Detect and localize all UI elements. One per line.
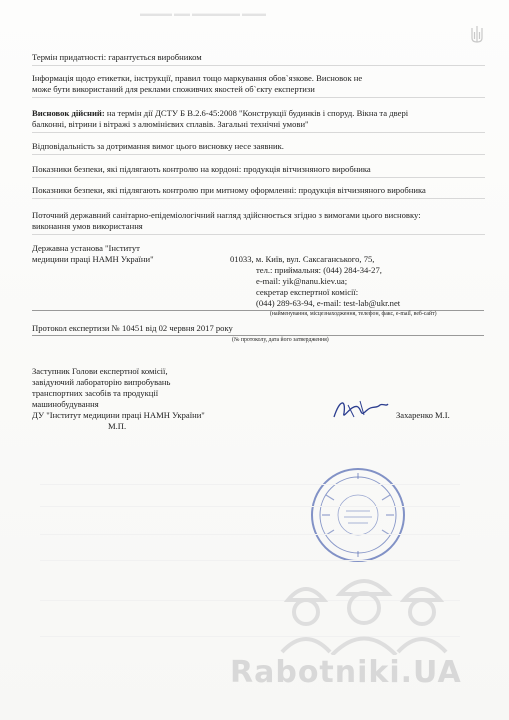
labeling-row	[32, 73, 485, 98]
institution-name-line2: медицини праці НАМН України"	[32, 254, 154, 264]
protocol-text: Протокол експертизи № 10451 від 02 червня 2017 року	[32, 323, 233, 333]
labeling-text-line2: може бути використаний для реклами споживчих якостей об`єкту експертизи	[32, 84, 315, 94]
safety-border-row	[32, 164, 485, 178]
institution-secretary-contacts: (044) 289-63-94, e-mail: test-lab@ukr.net	[256, 298, 401, 308]
safety-customs-text: Показники безпеки, які підлягають контролю при митному оформленні: продукція вітчизняного виробника	[32, 185, 426, 195]
institution-secretary: секретар експертної комісії:	[256, 287, 359, 297]
round-stamp	[308, 465, 408, 565]
institution-name-line1: Державна установа "Інститут	[32, 243, 140, 253]
responsibility-text: Відповідальність за дотримання вимог цього висновку несе заявник.	[32, 141, 284, 151]
bleed-through-text: ▬▬▬▬ ▬▬ ▬▬▬▬▬▬ ▬▬▬	[140, 9, 266, 18]
signatory-title-line4: машинобудування	[32, 399, 99, 409]
validity-text: Термін придатності: гарантується виробником	[32, 52, 202, 62]
validity-row	[32, 52, 485, 66]
signatory-title-line5: ДУ "Інститут медицини праці НАМН України"	[32, 410, 205, 420]
safety-border-text: Показники безпеки, які підлягають контролю на кордоні: продукція вітчизняного виробника	[32, 164, 371, 174]
supervision-text-line1: Поточний державний санітарно-епідеміологічний нагляд здійснюється згідно з вимогами цього висновку:	[32, 210, 421, 220]
signatory-title-line3: транспортних засобів та продукції	[32, 388, 159, 398]
responsibility-row	[32, 141, 485, 155]
conclusion-text: на термін дії ДСТУ Б В.2.6-45:2008 "Конструкції будинків і споруд. Вікна та двері	[104, 108, 409, 118]
institution-phone: тел.: приймальня: (044) 284-34-27,	[256, 265, 382, 275]
watermark-text: Rabotniki.UA	[230, 655, 462, 690]
signatory-name: Захаренко М.І.	[396, 410, 450, 420]
conclusion-row	[32, 108, 485, 133]
labeling-text-line1: Інформація щодо етикетки, інструкції, правил тощо маркування обов`язкове. Висновок не	[32, 73, 363, 83]
institution-email: e-mail: yik@nanu.kiev.ua;	[256, 276, 348, 286]
conclusion-label: Висновок дійсний:	[32, 108, 105, 118]
institution-caption: (найменування, місцезнаходження, телефон, факс, e-mail, веб-сайт)	[270, 311, 437, 317]
signatory-title-line1: Заступник Голови експертної комісії,	[32, 366, 168, 376]
safety-customs-row	[32, 185, 485, 199]
institution-address: 01033, м. Київ, вул. Саксаганського, 75,	[230, 254, 375, 264]
supervision-row	[32, 210, 485, 235]
protocol-underline	[32, 335, 484, 336]
seal-place-mark: М.П.	[108, 421, 127, 431]
signatory-title-line2: завідуючий лабораторію випробувань	[32, 377, 171, 387]
watermark-workers-icon	[268, 560, 468, 655]
supervision-text-line2: виконання умов використання	[32, 221, 143, 231]
trident-emblem-icon	[470, 24, 484, 46]
protocol-caption: (№ протоколу, дата його затвердження)	[232, 337, 329, 343]
handwritten-signature	[330, 395, 390, 425]
conclusion-text-line2: балконні, вітрини і вітражі з алюмінієвих сплавів. Загальні технічні умови"	[32, 119, 309, 129]
